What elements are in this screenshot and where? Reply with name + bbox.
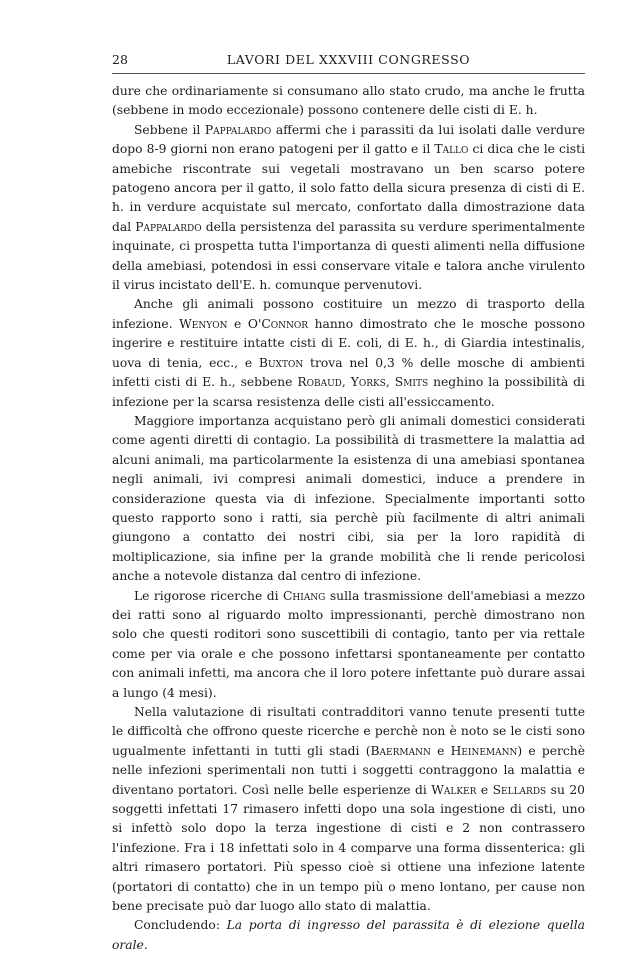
text-run: sulla trasmissione dell'amebiasi a mezzo dei ratti sono al riguardo molto impressionanti, perchè dimostrano non solo che questi roditori sono suscettibili di contagio, tanto per via rettale come per via orale e che possono infettarsi spontaneamente per contatto con animali infetti, ma ancora che il loro potere infettante può durare assai a lungo (4 mesi). (112, 588, 586, 700)
author-name: Pappalardo (204, 122, 272, 137)
paragraph-4-text: Maggiore importanza acquistano però gli animali domestici considerati come agenti diretti di contagio. La possibilità di trasmettere la malattia ad alcuni animali, ma particolarmente la esistenza di una amebiasi spontanea negli animali, ivi compresi animali domestici, induce a prendere in considerazione questa via di infezione. Specialmente importanti sotto questo rapporto sono i ratti, sia perchè più facilmente di altri animali giungono a contatto dei nostri cibi, sia per la loro rapidità di moltiplicazione, sia infine per la grande mobilità che li rende pericolosi anche a notevole distanza dal centro di infezione. (112, 413, 585, 584)
author-name: Pappalardo (135, 219, 202, 234)
paragraph-2 (112, 121, 585, 296)
text-run: della persistenza del parassita su verdure sperimentalmente inquinate, ci prospetta tutta l'importanza di questi alimenti nella diffusione della amebiasi, potendosi in essi conservare vitale e talora anche virulento il virus incistato dell'E. h. comunque pervenutovi. (112, 219, 586, 293)
text-run: Nella valutazione di risultati contradditori vanno tenute presenti tutte le difficoltà che offrono queste ricerche e perchè non è noto se le cisti sono ugualmente infettanti in tutti gli stadi ( (112, 705, 585, 758)
text-run: , (341, 375, 351, 390)
author-name: Baermann (370, 743, 431, 758)
text-run: e (430, 743, 451, 758)
paragraph-1 (112, 82, 585, 121)
author-name: Tallo (434, 142, 469, 157)
paragraph-5 (112, 587, 585, 703)
text-run: hanno dimostrato che le mosche possono ingerire e restituire intatte cisti di E. coli, di E. h., di Giardia intestinalis, uova di tenia, ecc., e (112, 316, 585, 370)
running-header (112, 52, 585, 74)
text-run: Concludendo: (134, 918, 227, 933)
author-name: O'Connor (247, 316, 309, 331)
paragraph-3 (112, 295, 585, 411)
author-name: Walker (431, 782, 477, 797)
body-text (112, 82, 585, 955)
text-run: e (227, 316, 248, 331)
text-run: Le rigorose ricerche di (134, 588, 283, 603)
conclusion-italic: La porta di ingresso del parassita è di elezione quella orale. (112, 918, 585, 952)
author-name: Smits (394, 375, 429, 390)
page-number: 28 (112, 52, 128, 67)
author-name: Robaud (297, 375, 342, 390)
author-name: Heinemann (450, 743, 518, 758)
author-name: Sellards (492, 782, 547, 797)
paragraph-4 (112, 412, 585, 587)
text-run: ) e perchè nelle infezioni sperimentali non tutti i soggetti contraggono la malattia e diventano portatori. Così nelle belle esperienze di (112, 743, 585, 797)
paragraph-1-text: dure che ordinariamente si consumano allo stato crudo, ma anche le frutta (sebbene in modo eccezionale) possono contenere delle cisti di E. h. (112, 84, 585, 118)
author-name: Buxton (258, 355, 304, 370)
paragraph-6 (112, 703, 585, 916)
text-run: trova nel 0,3 % delle mosche di ambienti infetti cisti di E. h., sebbene (112, 355, 585, 390)
text-run: neghino la possibilità di infezione per la scarsa resistenza delle cisti all'essiccamento. (112, 375, 585, 409)
text-run: e (476, 782, 493, 797)
paragraph-7-conclusion (112, 916, 585, 955)
text-run: ci dica che le cisti amebiche riscontrate sui vegetali mostravano un ben scarso potere patogeno ancora per il gatto, il solo fatto della sicura presenza di cisti di E. h. in verdure acquistate sul mercato, confortato dalla dimostrazione data dal (112, 142, 585, 234)
author-name: Yorks (350, 375, 386, 390)
text-run: , (385, 375, 395, 390)
text-run: su 20 soggetti infettati 17 rimasero infetti dopo una sola ingestione di cisti, uno si infettò solo dopo la terza ingestione di cisti e 2 non contrassero l'infezione. Fra i 18 infettati solo in 4 comparve una forma dissenterica: gli altri rimasero portatori. Più spesso cioè si ottiene una infezione latente (portatori di contatto) che in un tempo più o meno lontano, per cause non bene precisate può dar luogo allo stato di malattia. (112, 782, 585, 914)
running-title: LAVORI DEL XXXVIII CONGRESSO (226, 52, 471, 67)
author-name: Chiang (283, 588, 326, 603)
text-run: Sebbene il (134, 122, 205, 137)
text-run: affermi che i parassiti da lui isolati dalle verdure dopo 8-9 giorni non erano patogeni per il gatto e il (112, 122, 585, 157)
text-run: Anche gli animali possono costituire un mezzo di trasporto della infezione. (112, 297, 585, 331)
author-name: Wenyon (179, 316, 228, 331)
header-rule (112, 73, 585, 74)
